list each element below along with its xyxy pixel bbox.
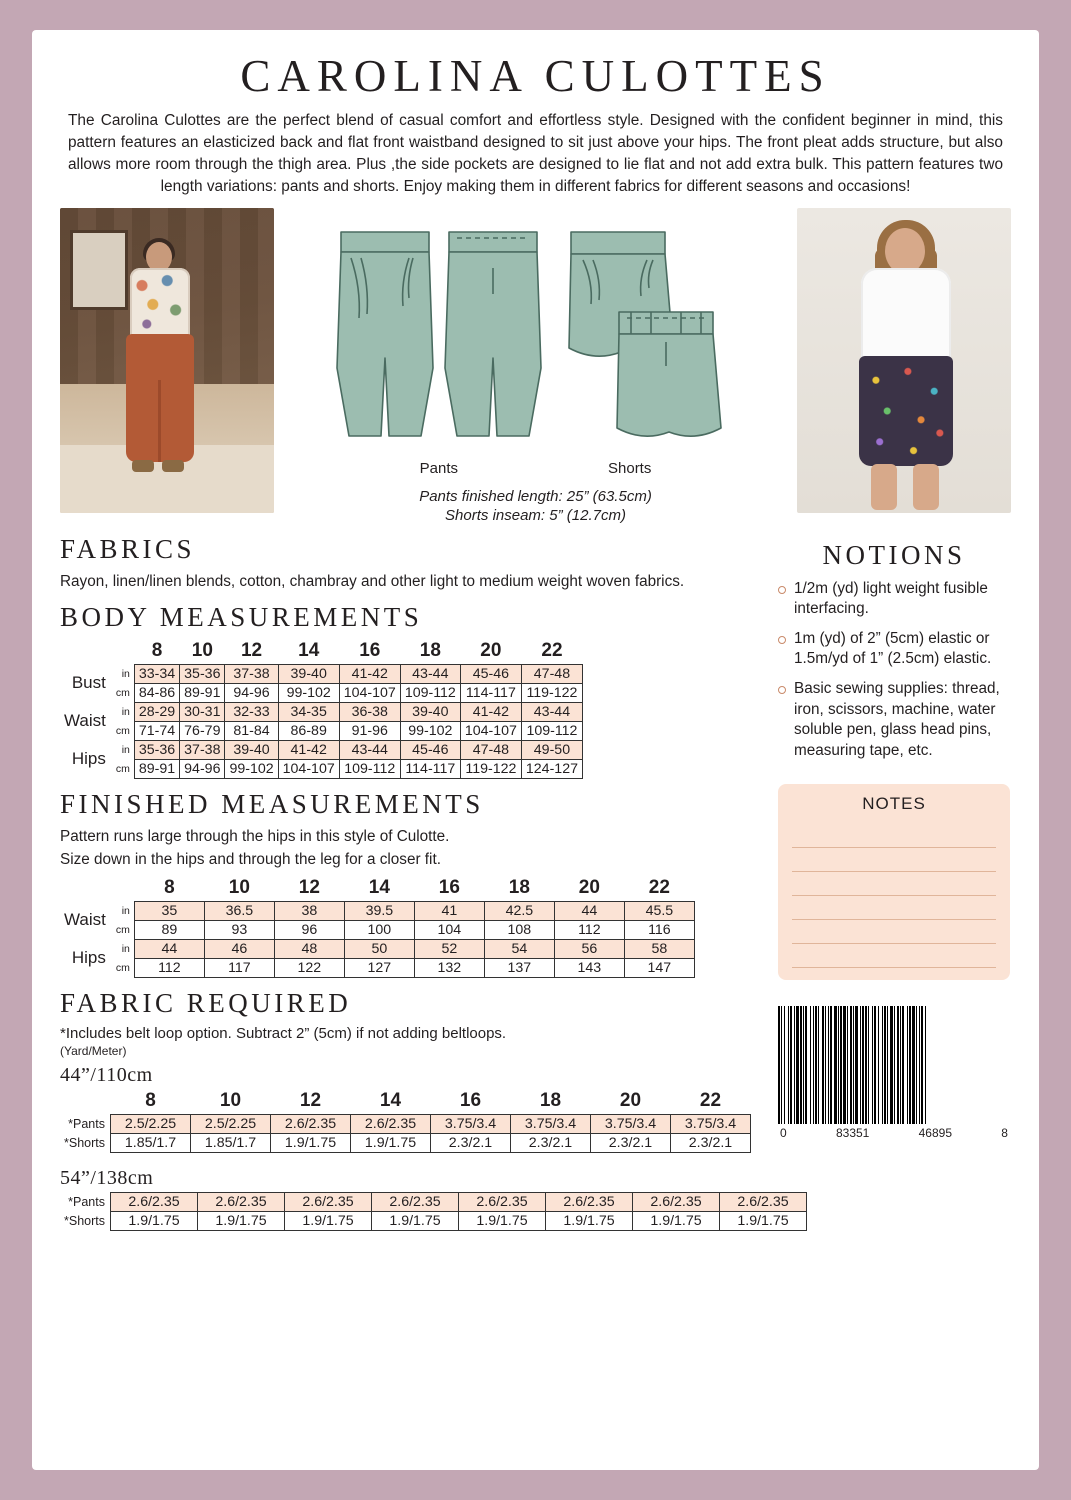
waist-cm-10: 76-79 — [180, 721, 225, 740]
hips-cm-22: 124-127 — [521, 759, 582, 778]
fab44-pants-14: 2.6/2.35 — [351, 1114, 431, 1133]
hips-in-18: 45-46 — [400, 740, 460, 759]
bust-cm-18: 109-112 — [400, 683, 460, 702]
fab44-size-18: 18 — [539, 1089, 562, 1111]
photo2-model-head — [885, 228, 925, 274]
bust-cm-8: 84-86 — [134, 683, 179, 702]
hips-cm-12: 99-102 — [225, 759, 278, 778]
photo2-leg-left — [871, 464, 897, 510]
fab54-shorts-8: 1.9/1.75 — [111, 1211, 198, 1230]
lineart-label-pants: Pants — [419, 459, 458, 477]
model-photo-pants — [60, 208, 274, 513]
lineart-label-shorts: Shorts — [608, 459, 652, 477]
fab44-pants-8: 2.5/2.25 — [111, 1114, 191, 1133]
barcode-bars — [778, 1006, 1010, 1124]
fin-waist-in-22: 45.5 — [624, 901, 694, 920]
waist-cm-8: 71-74 — [134, 721, 179, 740]
notes-line-5[interactable] — [792, 920, 996, 944]
photo2-model-shorts — [859, 356, 953, 466]
hips-in-14: 41-42 — [278, 740, 339, 759]
table-row — [60, 1192, 807, 1211]
fab44-size-12: 12 — [299, 1089, 322, 1111]
fab54-pants-14: 2.6/2.35 — [372, 1192, 459, 1211]
fin-size-22: 22 — [648, 876, 670, 898]
bust-cm-12: 94-96 — [225, 683, 278, 702]
finished-measurements-table-wrap — [60, 876, 760, 978]
body-size-header-row — [60, 639, 582, 665]
waist-in-18: 39-40 — [400, 702, 460, 721]
fin-hips-cm-14: 127 — [344, 958, 414, 977]
fin-waist-in-18: 42.5 — [484, 901, 554, 920]
lineart-measurement-notes — [280, 487, 791, 526]
fin-hips-cm-12: 122 — [274, 958, 344, 977]
row-label-hips: Hips — [71, 749, 106, 769]
fab44-size-16: 16 — [459, 1089, 482, 1111]
waist-in-8: 28-29 — [134, 702, 179, 721]
bust-cm-14: 99-102 — [278, 683, 339, 702]
bust-cm-22: 119-122 — [521, 683, 582, 702]
barcode-group-2: 46895 — [918, 1125, 952, 1140]
fin-waist-in-8: 35 — [134, 901, 204, 920]
table-row — [60, 901, 694, 920]
unit-cm: cm — [115, 686, 130, 699]
left-column — [60, 524, 789, 1231]
fin-waist-in-20: 44 — [554, 901, 624, 920]
fab44-pants-18: 3.75/3.4 — [511, 1114, 591, 1133]
fin-hips-cm-20: 143 — [554, 958, 624, 977]
table-row — [60, 958, 694, 977]
unit-in: in — [121, 667, 130, 680]
fabric-required-table-54 — [60, 1192, 807, 1231]
bust-in-20: 45-46 — [460, 664, 521, 683]
fabric-width-44: 44”/110cm — [60, 1063, 153, 1086]
notions-heading: NOTIONS — [822, 539, 966, 570]
fin-size-10: 10 — [228, 876, 250, 898]
barcode — [778, 1006, 1010, 1140]
unit-in: in — [121, 904, 130, 917]
unit-cm: cm — [115, 724, 130, 737]
fin-waist-cm-12: 96 — [274, 920, 344, 939]
notes-line-2[interactable] — [792, 848, 996, 872]
shorts-inseam: Shorts inseam: 5” (12.7cm) — [445, 507, 626, 524]
waist-cm-14: 86-89 — [278, 721, 339, 740]
fin-hips-in-20: 56 — [554, 939, 624, 958]
fin-waist-in-10: 36.5 — [204, 901, 274, 920]
body-size-18: 18 — [419, 639, 441, 661]
waist-cm-20: 104-107 — [460, 721, 521, 740]
fin-waist-in-12: 38 — [274, 901, 344, 920]
fab44-shorts-22: 2.3/2.1 — [671, 1133, 751, 1152]
photo-model-shoe-left — [132, 460, 154, 472]
fin-size-20: 20 — [578, 876, 600, 898]
fab44-shorts-10: 1.85/1.7 — [191, 1133, 271, 1152]
fab54-shorts-20: 1.9/1.75 — [633, 1211, 720, 1230]
body-measurements-heading: BODY MEASUREMENTS — [60, 601, 423, 632]
hips-in-16: 43-44 — [339, 740, 400, 759]
bust-in-10: 35-36 — [180, 664, 225, 683]
fin-row-label-waist: Waist — [64, 910, 106, 930]
photo2-model-figure — [835, 220, 975, 510]
fin-waist-in-16: 41 — [414, 901, 484, 920]
fab44-shorts-20: 2.3/2.1 — [591, 1133, 671, 1152]
fin-hips-in-16: 52 — [414, 939, 484, 958]
fab54-shorts-10: 1.9/1.75 — [198, 1211, 285, 1230]
bust-in-14: 39-40 — [278, 664, 339, 683]
fab54-pants-10: 2.6/2.35 — [198, 1192, 285, 1211]
notes-box[interactable] — [778, 784, 1010, 980]
fab54-pants-18: 2.6/2.35 — [546, 1192, 633, 1211]
waist-cm-18: 99-102 — [400, 721, 460, 740]
barcode-left-digit: 0 — [780, 1125, 787, 1140]
fab54-shorts-12: 1.9/1.75 — [285, 1211, 372, 1230]
table-row — [60, 664, 582, 683]
hips-in-20: 47-48 — [460, 740, 521, 759]
finished-measurements-table — [60, 876, 695, 978]
bust-cm-16: 104-107 — [339, 683, 400, 702]
fabric-required-table-44 — [60, 1089, 751, 1153]
fin-waist-cm-22: 116 — [624, 920, 694, 939]
finished-note-1: Pattern runs large through the hips in this style of Culotte. — [60, 827, 450, 845]
pants-finished-length: Pants finished length: 25” (63.5cm) — [419, 487, 652, 505]
list-item: 1/2m (yd) light weight fusible interfacing. — [778, 579, 1010, 620]
lineart-svg — [321, 208, 751, 458]
photo-model-pants — [126, 334, 194, 462]
showcase-row — [60, 208, 1011, 524]
fab44-pants-16: 3.75/3.4 — [431, 1114, 511, 1133]
fab54-pants-8: 2.6/2.35 — [111, 1192, 198, 1211]
photo2-leg-right — [913, 464, 939, 510]
body-size-20: 20 — [480, 639, 502, 661]
fab44-pants-12: 2.6/2.35 — [271, 1114, 351, 1133]
finished-measurements-heading: FINISHED MEASUREMENTS — [60, 788, 484, 819]
fabric-required-units: (Yard/Meter) — [60, 1043, 127, 1058]
content-columns — [60, 524, 1011, 1231]
table-row — [60, 920, 694, 939]
fin-size-14: 14 — [368, 876, 390, 898]
fin-waist-cm-14: 100 — [344, 920, 414, 939]
fin-size-16: 16 — [438, 876, 460, 898]
row-label-waist: Waist — [64, 711, 106, 731]
fab44-shorts-8: 1.85/1.7 — [111, 1133, 191, 1152]
hips-in-10: 37-38 — [180, 740, 225, 759]
unit-in: in — [121, 942, 130, 955]
lineart-labels — [280, 460, 791, 477]
table-row — [60, 721, 582, 740]
waist-cm-12: 81-84 — [225, 721, 278, 740]
fin-row-label-hips: Hips — [71, 948, 106, 968]
fab44-pants-10: 2.5/2.25 — [191, 1114, 271, 1133]
fab44-size-10: 10 — [219, 1089, 242, 1111]
barcode-right-digit: 8 — [1001, 1125, 1008, 1140]
unit-cm: cm — [115, 762, 130, 775]
fab44-shorts-18: 2.3/2.1 — [511, 1133, 591, 1152]
photo2-model-legs — [869, 464, 943, 510]
table-row — [60, 1114, 751, 1133]
fin-size-12: 12 — [298, 876, 320, 898]
unit-cm: cm — [115, 961, 130, 974]
unit-in: in — [121, 705, 130, 718]
waist-in-10: 30-31 — [180, 702, 225, 721]
waist-in-16: 36-38 — [339, 702, 400, 721]
fab44-size-20: 20 — [619, 1089, 642, 1111]
notes-line-4[interactable] — [792, 896, 996, 920]
table-row — [60, 740, 582, 759]
bust-in-12: 37-38 — [225, 664, 278, 683]
fab44-row-label-shorts: *Shorts — [64, 1135, 105, 1150]
notes-line-3[interactable] — [792, 872, 996, 896]
bust-cm-20: 114-117 — [460, 683, 521, 702]
fab54-shorts-16: 1.9/1.75 — [459, 1211, 546, 1230]
photo-model-figure — [112, 242, 208, 492]
fab44-size-22: 22 — [699, 1089, 722, 1111]
fin-hips-cm-22: 147 — [624, 958, 694, 977]
barcode-bar — [926, 1006, 929, 1124]
intro-paragraph: The Carolina Culottes are the perfect blend of casual comfort and effortless style. Designed with the confident beginner in mind, this pattern features an elasticized back and flat front waistband designed to sit just above your hips. The front pleat adds structure, but also allows more room through the thigh area. Plus ,the side pockets are designed to lie flat and not add extra bulk. This pattern features two length variations: pants and shorts. Enjoy making them in different fabrics for different seasons and occasions! — [68, 112, 1003, 195]
fab44-shorts-14: 1.9/1.75 — [351, 1133, 431, 1152]
waist-in-14: 34-35 — [278, 702, 339, 721]
fabrics-text: Rayon, linen/linen blends, cotton, chambray and other light to medium weight woven fabrics. — [60, 572, 685, 590]
bust-in-22: 47-48 — [521, 664, 582, 683]
barcode-numbers — [778, 1126, 1010, 1140]
fin-waist-cm-8: 89 — [134, 920, 204, 939]
fabric-required-heading: FABRIC REQUIRED — [60, 987, 352, 1018]
fin-waist-cm-10: 93 — [204, 920, 274, 939]
fin-hips-cm-8: 112 — [134, 958, 204, 977]
row-label-bust: Bust — [71, 673, 106, 693]
fab54-row-label-pants: *Pants — [68, 1194, 105, 1209]
hips-in-12: 39-40 — [225, 740, 278, 759]
photo2-model-tee — [861, 268, 951, 364]
fin-waist-cm-16: 104 — [414, 920, 484, 939]
list-item: 1m (yd) of 2” (5cm) elastic or 1.5m/yd of 1” (2.5cm) elastic. — [778, 629, 1010, 670]
photo-model-shoe-right — [162, 460, 184, 472]
hips-cm-20: 119-122 — [460, 759, 521, 778]
fin-hips-in-12: 48 — [274, 939, 344, 958]
bust-in-8: 33-34 — [134, 664, 179, 683]
body-size-22: 22 — [541, 639, 563, 661]
fin-waist-in-14: 39.5 — [344, 901, 414, 920]
model-photo-shorts — [797, 208, 1011, 513]
fab44-row-label-pants: *Pants — [68, 1116, 105, 1131]
fin-hips-cm-10: 117 — [204, 958, 274, 977]
body-measurements-table-wrap — [60, 639, 760, 779]
hips-cm-10: 94-96 — [180, 759, 225, 778]
body-size-8: 8 — [151, 639, 163, 661]
fabric-width-54: 54”/138cm — [60, 1166, 154, 1189]
body-size-12: 12 — [240, 639, 263, 661]
hips-in-22: 49-50 — [521, 740, 582, 759]
fin-hips-cm-18: 137 — [484, 958, 554, 977]
bust-in-16: 41-42 — [339, 664, 400, 683]
table-row — [60, 1211, 807, 1230]
hips-cm-14: 104-107 — [278, 759, 339, 778]
fin-size-18: 18 — [508, 876, 530, 898]
fin-hips-in-18: 54 — [484, 939, 554, 958]
table-row — [60, 759, 582, 778]
fin-hips-in-14: 50 — [344, 939, 414, 958]
fab54-pants-20: 2.6/2.35 — [633, 1192, 720, 1211]
waist-in-20: 41-42 — [460, 702, 521, 721]
waist-cm-22: 109-112 — [521, 721, 582, 740]
hips-cm-18: 114-117 — [400, 759, 460, 778]
notes-line-1[interactable] — [792, 824, 996, 848]
photo-model-shirt — [130, 268, 190, 338]
notes-title: NOTES — [862, 793, 926, 813]
pattern-envelope-back — [32, 30, 1039, 1470]
waist-in-12: 32-33 — [225, 702, 278, 721]
fab54-pants-22: 2.6/2.35 — [720, 1192, 807, 1211]
body-size-16: 16 — [359, 639, 381, 661]
body-measurements-table — [60, 639, 583, 779]
fab54-pants-12: 2.6/2.35 — [285, 1192, 372, 1211]
finished-size-header-row — [60, 876, 694, 902]
waist-cm-16: 91-96 — [339, 721, 400, 740]
fab44-shorts-12: 1.9/1.75 — [271, 1133, 351, 1152]
fabric-required-note: *Includes belt loop option. Subtract 2” (5cm) if not adding beltloops. — [60, 1024, 507, 1042]
fab44-pants-22: 3.75/3.4 — [671, 1114, 751, 1133]
fin-hips-in-8: 44 — [134, 939, 204, 958]
unit-cm: cm — [115, 923, 130, 936]
fin-size-8: 8 — [164, 876, 175, 898]
fab54-shorts-18: 1.9/1.75 — [546, 1211, 633, 1230]
fab44-size-14: 14 — [379, 1089, 402, 1111]
table-row — [60, 939, 694, 958]
body-size-14: 14 — [298, 639, 320, 661]
list-item: Basic sewing supplies: thread, iron, scissors, machine, water soluble pen, glass head pins, measuring tape, etc. — [778, 679, 1010, 762]
barcode-group-1: 83351 — [835, 1125, 870, 1140]
unit-in: in — [121, 743, 130, 756]
page-title: CAROLINA CULOTTES — [240, 51, 831, 101]
right-column — [778, 524, 1010, 1231]
fab44-shorts-16: 2.3/2.1 — [431, 1133, 511, 1152]
body-size-10: 10 — [191, 639, 213, 661]
fab54-row-label-shorts: *Shorts — [64, 1213, 105, 1228]
bust-cm-10: 89-91 — [180, 683, 225, 702]
fin-hips-cm-16: 132 — [414, 958, 484, 977]
fab54-pants-16: 2.6/2.35 — [459, 1192, 546, 1211]
table-row — [60, 702, 582, 721]
fab44-size-8: 8 — [145, 1089, 156, 1111]
table-row — [60, 683, 582, 702]
fin-hips-in-10: 46 — [204, 939, 274, 958]
fab44-size-header-row — [60, 1089, 751, 1115]
fab54-shorts-22: 1.9/1.75 — [720, 1211, 807, 1230]
fin-waist-cm-18: 108 — [484, 920, 554, 939]
fab54-shorts-14: 1.9/1.75 — [372, 1211, 459, 1230]
hips-cm-16: 109-112 — [339, 759, 400, 778]
table-row — [60, 1133, 751, 1152]
fabrics-heading: FABRICS — [60, 533, 196, 564]
notions-list — [778, 579, 1010, 762]
waist-in-22: 43-44 — [521, 702, 582, 721]
finished-note-2: Size down in the hips and through the leg for a closer fit. — [60, 850, 441, 868]
fin-hips-in-22: 58 — [624, 939, 694, 958]
fin-waist-cm-20: 112 — [554, 920, 624, 939]
technical-line-drawings — [274, 208, 797, 526]
hips-cm-8: 89-91 — [134, 759, 179, 778]
notes-line-6[interactable] — [792, 944, 996, 968]
hips-in-8: 35-36 — [134, 740, 179, 759]
fab44-pants-20: 3.75/3.4 — [591, 1114, 671, 1133]
bust-in-18: 43-44 — [400, 664, 460, 683]
